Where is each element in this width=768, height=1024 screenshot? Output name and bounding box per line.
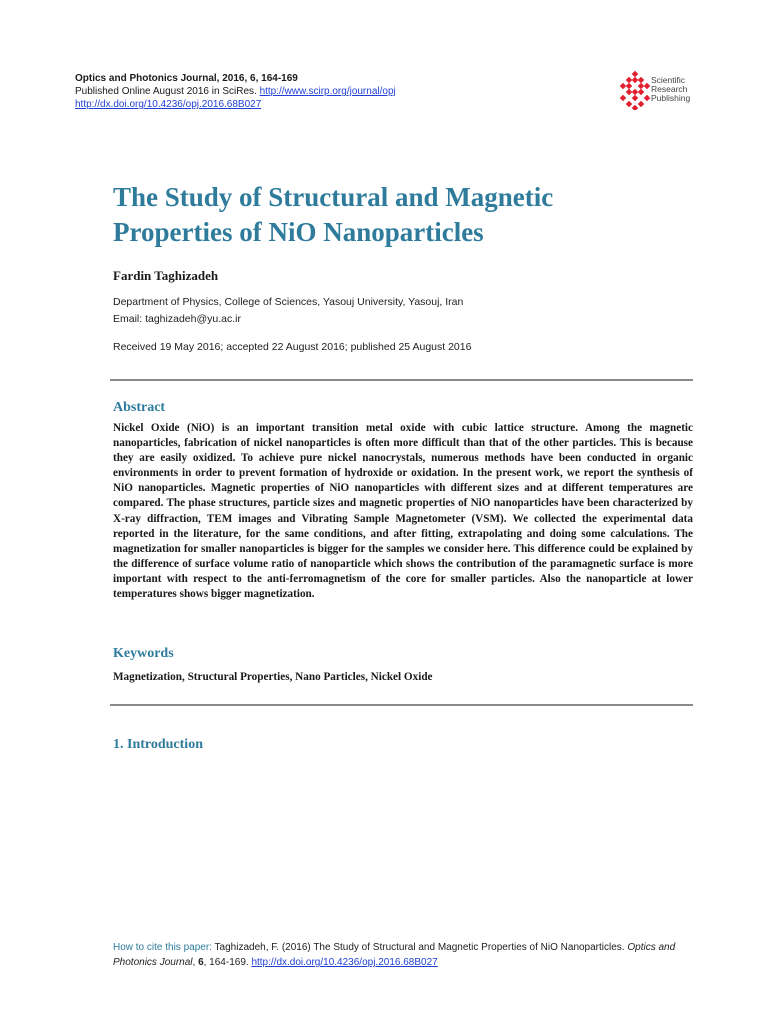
logo-dot — [626, 101, 633, 108]
logo-dot — [644, 95, 651, 102]
journal-url-link[interactable]: http://www.scirp.org/journal/opj — [259, 86, 396, 97]
citation-journal: Optics and Photonics Journal — [113, 942, 676, 968]
abstract-heading: Abstract — [113, 400, 166, 415]
citation-block — [113, 940, 698, 970]
citation-volume-separator: , — [192, 957, 199, 968]
logo-dot — [626, 83, 633, 90]
journal-citation-line: Optics and Photonics Journal, 2016, 6, 164-169 — [75, 73, 298, 84]
logo-text — [651, 76, 690, 103]
logo-line-1: Scientific — [651, 75, 686, 85]
introduction-heading: 1. Introduction — [113, 737, 203, 752]
published-online-line — [75, 85, 555, 98]
citation-text: Taghizadeh, F. (2016) The Study of Structural and Magnetic Properties of NiO Nanoparticles. — [214, 942, 628, 953]
publication-dates: Received 19 May 2016; accepted 22 August 2016; published 25 August 2016 — [113, 341, 472, 353]
published-prefix: Published Online August 2016 in SciRes. — [75, 86, 260, 97]
paper-title-line-2: Properties of NiO Nanoparticles — [113, 217, 484, 247]
citation-volume: 6 — [198, 957, 204, 968]
paper-title — [113, 180, 673, 250]
keywords-text: Magnetization, Structural Properties, Nano Particles, Nickel Oxide — [113, 671, 433, 683]
affiliation-block — [113, 294, 463, 328]
logo-dot — [632, 95, 639, 102]
logo-dot — [638, 101, 645, 108]
logo-line-2: Research — [651, 84, 688, 94]
paper-title-line-1: The Study of Structural and Magnetic — [113, 182, 554, 212]
affiliation: Department of Physics, College of Sciences, Yasouj University, Yasouj, Iran — [113, 296, 464, 308]
logo-dot — [632, 71, 639, 78]
abstract-text: Nickel Oxide (NiO) is an important transition metal oxide with cubic lattice structure. Among the magnetic nanoparticles, fabrication of nickel nanoparticles is often more difficult than that of the other particles. This is because they are easily oxidized. To achieve pure nickel nanocrystals, numerous methods have been conducted in organic environments in order to prevent formation of hydroxide or oxidation. In the present work, we report the synthesis of NiO nanoparticles. Magnetic properties of NiO nanoparticles with different sizes and at different temperatures are compared. The phase structures, particle sizes and magnetic properties of NiO nanoparticles have been characterized by X-ray diffraction, TEM images and Vibrating Sample Magnetometer (VSM). We collected the experimental data reported in the literature, for the same conditions, and after fitting, extrapolating and doing some calculations. The magnetization for smaller nanoparticles is bigger for the samples we consider here. This difference could be explained by the difference of surface volume ratio of nanoparticle which shows the contribution of the paramagnetic surface is more important with respect to the anti-ferromagnetism of the core for smaller particles. Also the nanoparticle at lower temperatures shows bigger magnetization. — [113, 422, 693, 601]
journal-header — [75, 72, 555, 111]
logo-line-3: Publishing — [651, 93, 691, 103]
citation-doi-link[interactable]: http://dx.doi.org/10.4236/opj.2016.68B027 — [251, 957, 438, 968]
divider-bottom — [110, 704, 693, 706]
logo-dot — [632, 89, 639, 96]
logo-dot — [644, 83, 651, 90]
logo-dot — [638, 89, 645, 96]
logo-dot — [638, 77, 645, 84]
citation-pages: , 164-169. — [203, 957, 252, 968]
author-email: Email: taghizadeh@yu.ac.ir — [113, 313, 241, 325]
logo-dot — [620, 83, 627, 90]
logo-dot — [626, 77, 633, 84]
author-name: Fardin Taghizadeh — [113, 268, 219, 283]
doi-link[interactable]: http://dx.doi.org/10.4236/opj.2016.68B027 — [75, 99, 262, 110]
logo-dot — [638, 83, 645, 90]
scirp-logo — [618, 70, 718, 110]
divider-top — [110, 379, 693, 381]
keywords-heading: Keywords — [113, 646, 174, 661]
logo-dot — [626, 89, 633, 96]
scirp-logo-icon — [618, 70, 652, 110]
citation-label: How to cite this paper: — [113, 942, 215, 953]
logo-dot — [632, 105, 639, 110]
logo-dot — [620, 95, 627, 102]
logo-dot — [632, 77, 639, 84]
